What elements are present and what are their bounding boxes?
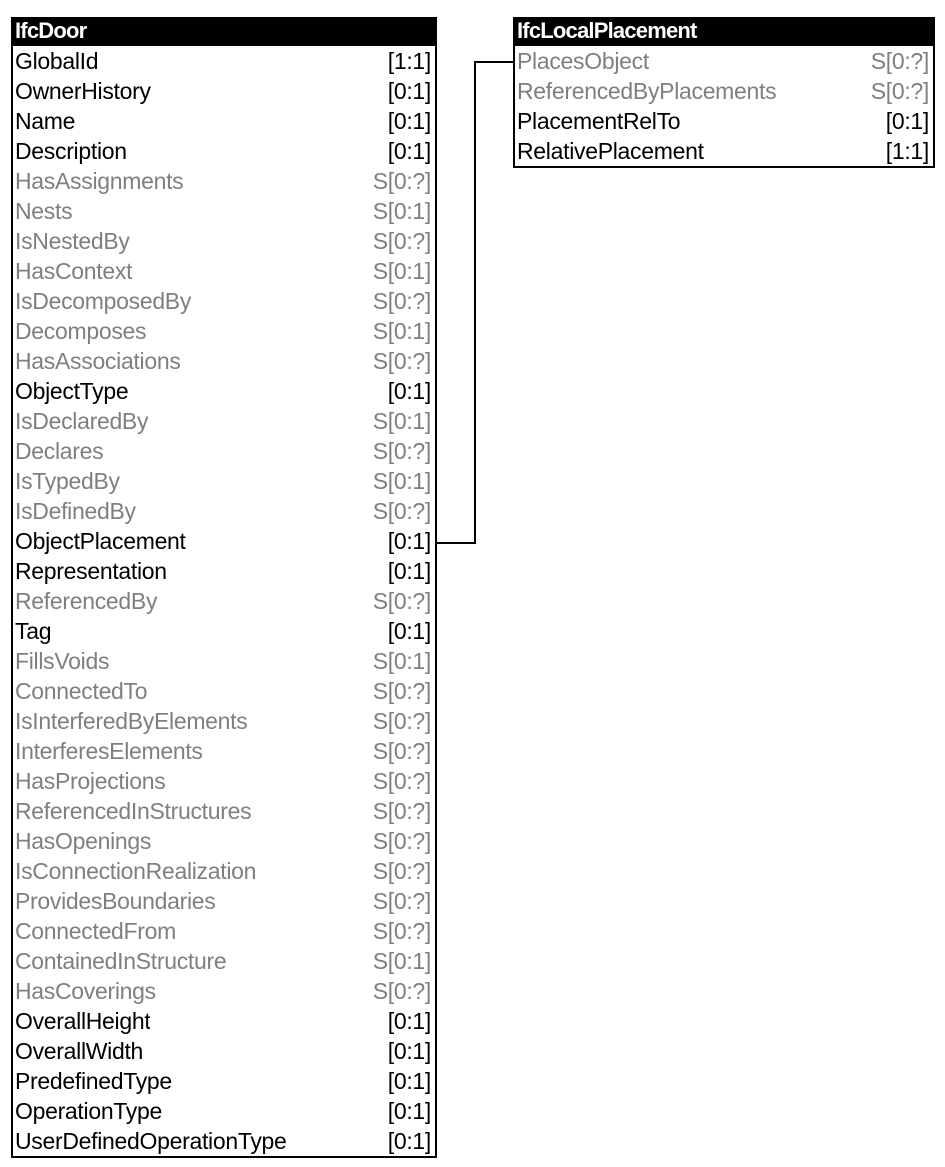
attribute-cardinality: [0:1] (885, 108, 929, 134)
attribute-row[interactable] (13, 106, 435, 136)
attribute-row[interactable] (13, 76, 435, 106)
attribute-cardinality: S[0:?] (372, 858, 431, 884)
attribute-name: Representation (15, 558, 167, 584)
attribute-row[interactable] (13, 916, 435, 946)
attribute-name: IsDefinedBy (15, 498, 136, 524)
attribute-name: IsNestedBy (15, 228, 130, 254)
attribute-name: ConnectedFrom (15, 918, 177, 944)
attribute-cardinality: S[0:?] (372, 588, 431, 614)
attribute-row[interactable] (13, 466, 435, 496)
attribute-cardinality: S[0:?] (372, 498, 431, 524)
attribute-cardinality: S[0:?] (372, 918, 431, 944)
attribute-cardinality: S[0:?] (372, 738, 431, 764)
attribute-name: Decomposes (15, 318, 147, 344)
attribute-cardinality: [1:1] (885, 138, 929, 164)
attribute-row[interactable] (13, 556, 435, 586)
attribute-name: HasOpenings (15, 828, 152, 854)
attribute-cardinality: [0:1] (387, 1068, 431, 1094)
attribute-row[interactable] (13, 766, 435, 796)
attribute-name: OwnerHistory (15, 78, 151, 104)
attribute-name: ProvidesBoundaries (15, 888, 216, 914)
attribute-name: UserDefinedOperationType (15, 1128, 287, 1154)
attribute-row[interactable] (13, 496, 435, 526)
attribute-name: HasAssignments (15, 168, 184, 194)
attribute-name: IsTypedBy (15, 468, 120, 494)
attribute-name: ObjectPlacement (15, 528, 186, 554)
attribute-name: IsConnectionRealization (15, 858, 257, 884)
attribute-row[interactable] (515, 46, 933, 76)
attribute-cardinality: S[0:1] (372, 948, 431, 974)
attribute-cardinality: S[0:1] (372, 648, 431, 674)
attribute-cardinality: S[0:?] (372, 798, 431, 824)
attribute-row[interactable] (13, 856, 435, 886)
attribute-cardinality: [1:1] (387, 48, 431, 74)
attribute-cardinality: S[0:?] (372, 768, 431, 794)
attribute-row[interactable] (13, 706, 435, 736)
attribute-cardinality: S[0:?] (372, 288, 431, 314)
attribute-name: OverallWidth (15, 1038, 144, 1064)
attribute-row[interactable] (13, 46, 435, 76)
attribute-cardinality: S[0:?] (372, 678, 431, 704)
attribute-row[interactable] (13, 1096, 435, 1126)
attribute-cardinality: S[0:1] (372, 258, 431, 284)
attribute-name: OverallHeight (15, 1008, 151, 1034)
attribute-row[interactable] (13, 406, 435, 436)
attribute-row[interactable] (13, 526, 435, 556)
attribute-name: HasCoverings (15, 978, 156, 1004)
attribute-row[interactable] (13, 316, 435, 346)
attribute-cardinality: S[0:?] (372, 708, 431, 734)
attribute-cardinality: [0:1] (387, 528, 431, 554)
attribute-name: ConnectedTo (15, 678, 148, 704)
attribute-name: PlacementRelTo (517, 108, 681, 134)
attribute-cardinality: S[0:?] (372, 828, 431, 854)
attribute-row[interactable] (13, 586, 435, 616)
attribute-row[interactable] (13, 1066, 435, 1096)
attribute-row[interactable] (13, 196, 435, 226)
attribute-row[interactable] (13, 1006, 435, 1036)
attribute-name: PredefinedType (15, 1068, 172, 1094)
attribute-cardinality: [0:1] (387, 78, 431, 104)
attribute-name: HasAssociations (15, 348, 181, 374)
attribute-row[interactable] (13, 436, 435, 466)
attribute-name: HasProjections (15, 768, 166, 794)
attribute-cardinality: [0:1] (387, 1128, 431, 1154)
attribute-name: Nests (15, 198, 73, 224)
attribute-name: Name (15, 108, 76, 134)
attribute-name: OperationType (15, 1098, 162, 1124)
attribute-name: IsInterferedByElements (15, 708, 248, 734)
attribute-row[interactable] (13, 676, 435, 706)
attribute-cardinality: S[0:?] (372, 978, 431, 1004)
attribute-row[interactable] (13, 1036, 435, 1066)
attribute-name: GlobalId (15, 48, 99, 74)
attribute-name: IsDecomposedBy (15, 288, 192, 314)
attribute-row[interactable] (13, 946, 435, 976)
attribute-row[interactable] (13, 286, 435, 316)
attribute-cardinality: [0:1] (387, 558, 431, 584)
attribute-name: ObjectType (15, 378, 129, 404)
attribute-row[interactable] (515, 106, 933, 136)
attribute-row[interactable] (13, 736, 435, 766)
entity-box-ifclocalplacement[interactable] (513, 17, 935, 168)
attribute-name: InterferesElements (15, 738, 203, 764)
relationship-line (437, 62, 513, 543)
attribute-row[interactable] (13, 886, 435, 916)
attribute-name: HasContext (15, 258, 133, 284)
attribute-name: RelativePlacement (517, 138, 704, 164)
attribute-row[interactable] (13, 826, 435, 856)
entity-title: IfcLocalPlacement (515, 19, 933, 46)
attribute-row[interactable] (515, 136, 933, 166)
attribute-cardinality: [0:1] (387, 138, 431, 164)
attribute-name: Tag (15, 618, 52, 644)
attribute-cardinality: S[0:1] (372, 408, 431, 434)
attribute-row[interactable] (13, 616, 435, 646)
attribute-row[interactable] (13, 376, 435, 406)
attribute-cardinality: [0:1] (387, 1038, 431, 1064)
attribute-cardinality: [0:1] (387, 378, 431, 404)
attribute-name: PlacesObject (517, 48, 649, 74)
attribute-cardinality: [0:1] (387, 108, 431, 134)
attribute-cardinality: S[0:?] (372, 888, 431, 914)
attribute-row[interactable] (13, 136, 435, 166)
attribute-name: ReferencedByPlacements (517, 78, 777, 104)
attribute-list (515, 46, 933, 166)
attribute-cardinality: S[0:1] (372, 468, 431, 494)
attribute-row[interactable] (515, 76, 933, 106)
attribute-row[interactable] (13, 976, 435, 1006)
attribute-row[interactable] (13, 346, 435, 376)
attribute-name: IsDeclaredBy (15, 408, 149, 434)
attribute-name: FillsVoids (15, 648, 110, 674)
attribute-cardinality: [0:1] (387, 1098, 431, 1124)
attribute-row[interactable] (13, 226, 435, 256)
attribute-name: ContainedInStructure (15, 948, 227, 974)
attribute-name: ReferencedInStructures (15, 798, 252, 824)
attribute-name: Declares (15, 438, 104, 464)
attribute-cardinality: S[0:?] (372, 228, 431, 254)
entity-box-ifcdoor[interactable] (11, 17, 437, 1158)
attribute-row[interactable] (13, 646, 435, 676)
attribute-name: ReferencedBy (15, 588, 158, 614)
attribute-cardinality: S[0:?] (870, 78, 929, 104)
attribute-row[interactable] (13, 1126, 435, 1156)
attribute-row[interactable] (13, 796, 435, 826)
attribute-row[interactable] (13, 256, 435, 286)
attribute-list (13, 46, 435, 1156)
attribute-cardinality: S[0:?] (372, 438, 431, 464)
attribute-cardinality: S[0:?] (372, 348, 431, 374)
attribute-cardinality: S[0:?] (870, 48, 929, 74)
attribute-cardinality: [0:1] (387, 618, 431, 644)
attribute-row[interactable] (13, 166, 435, 196)
attribute-cardinality: [0:1] (387, 1008, 431, 1034)
entity-title: IfcDoor (13, 19, 435, 46)
attribute-cardinality: S[0:1] (372, 318, 431, 344)
attribute-name: Description (15, 138, 127, 164)
attribute-cardinality: S[0:1] (372, 198, 431, 224)
attribute-cardinality: S[0:?] (372, 168, 431, 194)
